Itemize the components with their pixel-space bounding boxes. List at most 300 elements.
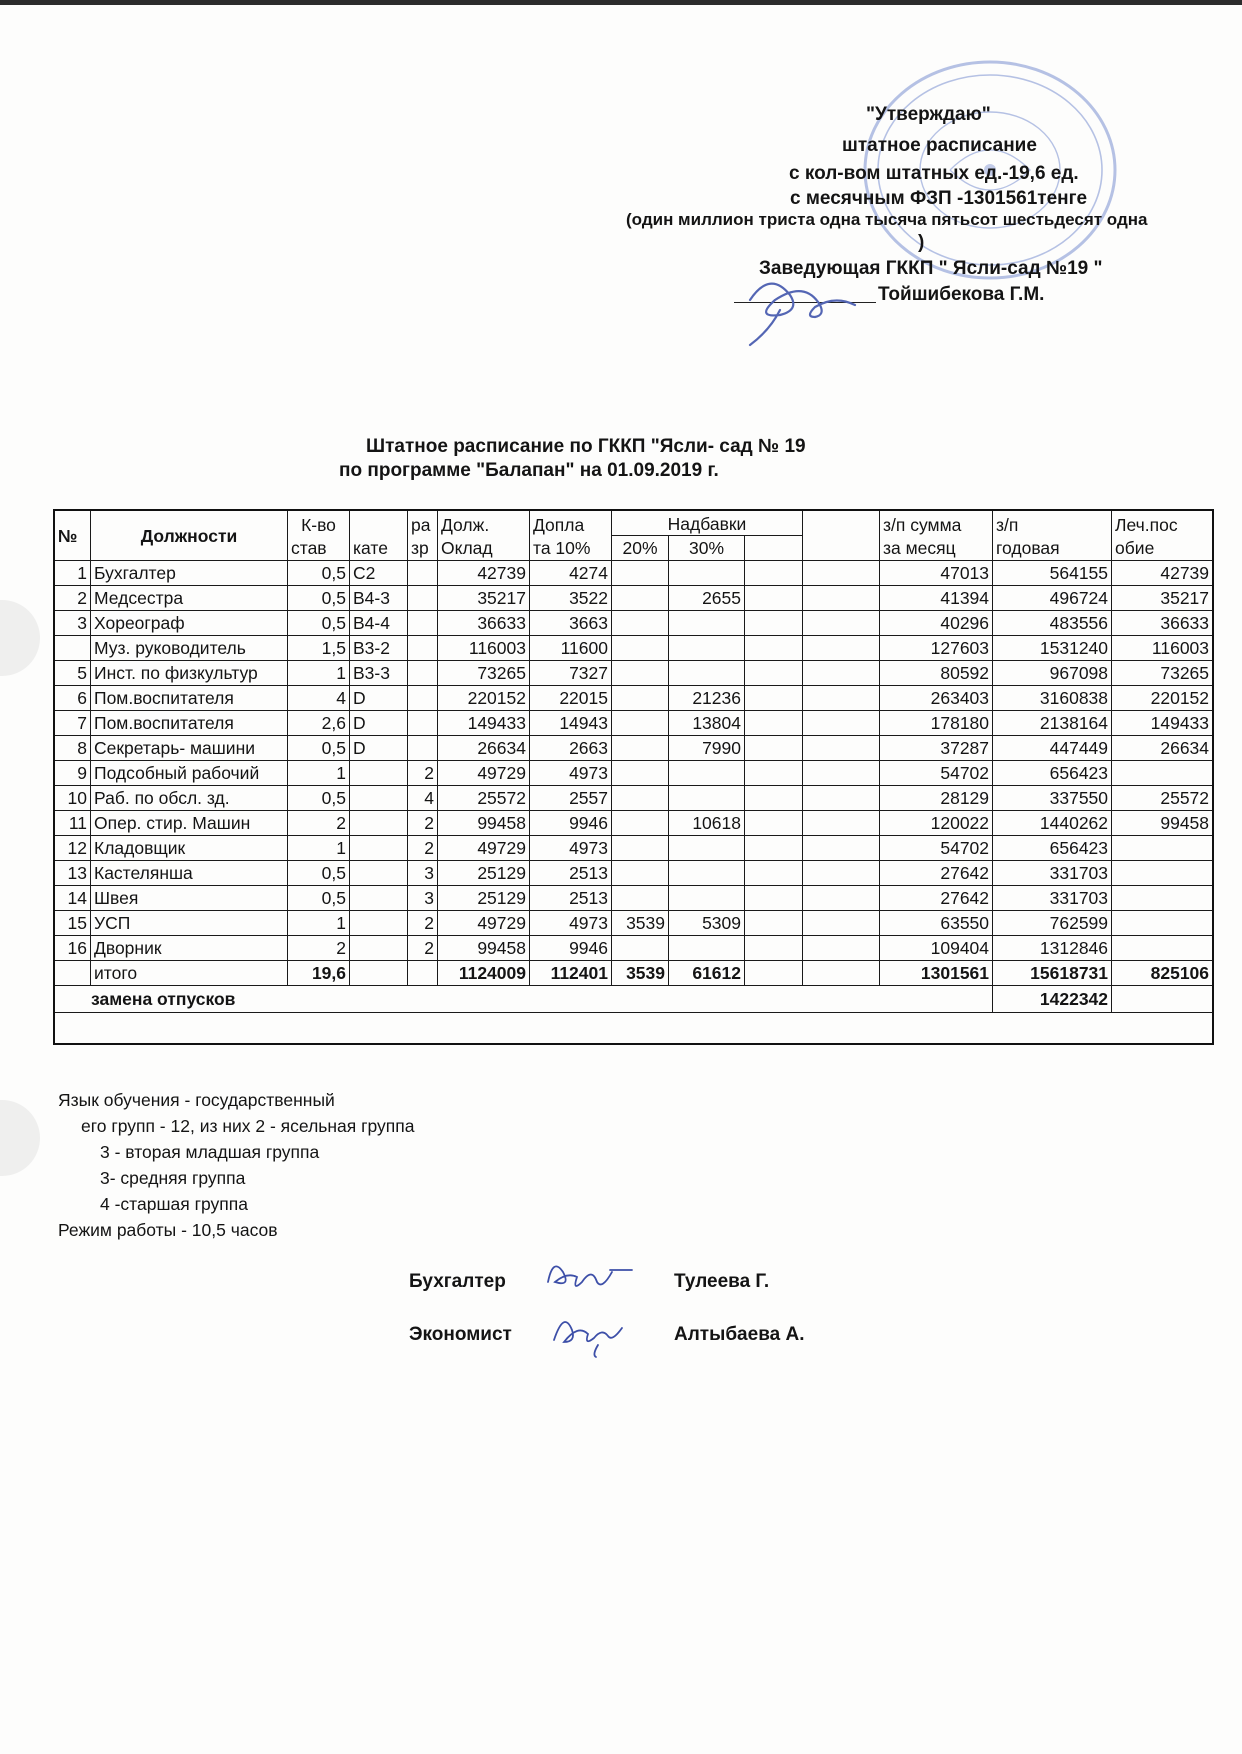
row-grade bbox=[408, 711, 438, 736]
row-bonus-20 bbox=[612, 786, 669, 811]
row-month: 80592 bbox=[880, 661, 993, 686]
row-year: 967098 bbox=[993, 661, 1112, 686]
row-med: 149433 bbox=[1112, 711, 1213, 736]
row-extra: 14943 bbox=[530, 711, 612, 736]
document-subtitle: по программе "Балапан" на 01.09.2019 г. bbox=[339, 460, 719, 481]
row-grade: 3 bbox=[408, 861, 438, 886]
row-med: 25572 bbox=[1112, 786, 1213, 811]
table-row bbox=[55, 711, 1213, 736]
row-no: 16 bbox=[55, 936, 91, 961]
table-row bbox=[55, 911, 1213, 936]
header-rate-sub: став bbox=[288, 536, 350, 561]
header-year-sub: годовая bbox=[993, 536, 1112, 561]
row-grade: 3 bbox=[408, 886, 438, 911]
row-month: 41394 bbox=[880, 586, 993, 611]
header-position: Должности bbox=[91, 511, 288, 561]
table-row bbox=[55, 836, 1213, 861]
accountant-name: Тулеева Г. bbox=[674, 1271, 770, 1292]
total-grade bbox=[408, 961, 438, 986]
row-position: Дворник bbox=[91, 936, 288, 961]
row-salary: 26634 bbox=[438, 736, 530, 761]
row-no: 11 bbox=[55, 811, 91, 836]
row-rate: 0,5 bbox=[288, 886, 350, 911]
header-year: з/п bbox=[993, 511, 1112, 536]
row-empty bbox=[803, 911, 880, 936]
row-bonus-20 bbox=[612, 736, 669, 761]
vacation-empty bbox=[1112, 986, 1213, 1013]
row-grade bbox=[408, 561, 438, 586]
header-extra-sub: та 10% bbox=[530, 536, 612, 561]
row-salary: 220152 bbox=[438, 686, 530, 711]
row-empty bbox=[745, 711, 803, 736]
row-empty bbox=[803, 736, 880, 761]
row-bonus-30 bbox=[669, 936, 745, 961]
row-month: 63550 bbox=[880, 911, 993, 936]
row-bonus-20 bbox=[612, 586, 669, 611]
row-med bbox=[1112, 761, 1213, 786]
row-category bbox=[350, 911, 408, 936]
row-empty bbox=[745, 561, 803, 586]
row-salary: 73265 bbox=[438, 661, 530, 686]
row-empty bbox=[745, 761, 803, 786]
row-category: В4-3 bbox=[350, 586, 408, 611]
row-bonus-30 bbox=[669, 886, 745, 911]
total-no bbox=[55, 961, 91, 986]
row-empty bbox=[803, 786, 880, 811]
table-header-row bbox=[55, 511, 1213, 536]
row-category bbox=[350, 836, 408, 861]
row-med: 26634 bbox=[1112, 736, 1213, 761]
economist-name: Алтыбаева А. bbox=[674, 1324, 805, 1345]
row-year: 2138164 bbox=[993, 711, 1112, 736]
row-month: 27642 bbox=[880, 886, 993, 911]
table-row bbox=[55, 586, 1213, 611]
table-row bbox=[55, 561, 1213, 586]
row-empty bbox=[745, 661, 803, 686]
header-rate: К-во bbox=[288, 511, 350, 536]
row-year: 762599 bbox=[993, 911, 1112, 936]
row-salary: 49729 bbox=[438, 761, 530, 786]
header-empty-sub bbox=[803, 536, 880, 561]
row-month: 47013 bbox=[880, 561, 993, 586]
row-grade bbox=[408, 636, 438, 661]
row-grade: 2 bbox=[408, 761, 438, 786]
vacation-label: замена отпусков bbox=[55, 986, 993, 1013]
row-bonus-30: 10618 bbox=[669, 811, 745, 836]
row-grade bbox=[408, 686, 438, 711]
row-year: 564155 bbox=[993, 561, 1112, 586]
row-bonus-30: 5309 bbox=[669, 911, 745, 936]
approval-heading: "Утверждаю" bbox=[866, 104, 991, 125]
row-bonus-30 bbox=[669, 836, 745, 861]
row-bonus-20 bbox=[612, 836, 669, 861]
header-month: з/п сумма bbox=[880, 511, 993, 536]
row-bonus-30 bbox=[669, 636, 745, 661]
row-rate: 1 bbox=[288, 911, 350, 936]
row-bonus-30: 2655 bbox=[669, 586, 745, 611]
row-med: 99458 bbox=[1112, 811, 1213, 836]
row-rate: 1,5 bbox=[288, 636, 350, 661]
row-empty bbox=[803, 761, 880, 786]
accountant-signature bbox=[540, 1252, 640, 1302]
row-empty bbox=[803, 561, 880, 586]
row-grade: 2 bbox=[408, 836, 438, 861]
row-extra: 2663 bbox=[530, 736, 612, 761]
row-extra: 22015 bbox=[530, 686, 612, 711]
accountant-role: Бухгалтер bbox=[409, 1271, 506, 1292]
row-grade: 2 bbox=[408, 936, 438, 961]
row-bonus-20 bbox=[612, 886, 669, 911]
row-bonus-30 bbox=[669, 661, 745, 686]
row-empty bbox=[745, 686, 803, 711]
row-year: 337550 bbox=[993, 786, 1112, 811]
total-label: итого bbox=[91, 961, 288, 986]
row-bonus-30 bbox=[669, 786, 745, 811]
row-category bbox=[350, 761, 408, 786]
note-group-line: 3- средняя группа bbox=[100, 1168, 246, 1188]
row-bonus-30 bbox=[669, 761, 745, 786]
row-bonus-30 bbox=[669, 561, 745, 586]
row-year: 331703 bbox=[993, 886, 1112, 911]
row-year: 1531240 bbox=[993, 636, 1112, 661]
table-row bbox=[55, 636, 1213, 661]
document-title: Штатное расписание по ГККП "Ясли- сад № 19 bbox=[366, 436, 806, 457]
table-row bbox=[55, 811, 1213, 836]
row-empty bbox=[745, 611, 803, 636]
row-empty bbox=[745, 936, 803, 961]
row-grade: 2 bbox=[408, 811, 438, 836]
row-no: 8 bbox=[55, 736, 91, 761]
row-year: 3160838 bbox=[993, 686, 1112, 711]
row-position: Подсобный рабочий bbox=[91, 761, 288, 786]
row-category: С2 bbox=[350, 561, 408, 586]
row-rate: 0,5 bbox=[288, 736, 350, 761]
row-bonus-20 bbox=[612, 811, 669, 836]
row-grade bbox=[408, 586, 438, 611]
header-bonus-30: 30% bbox=[669, 536, 745, 561]
row-category bbox=[350, 936, 408, 961]
row-no: 5 bbox=[55, 661, 91, 686]
table-row bbox=[55, 886, 1213, 911]
approval-line: с кол-вом штатных ед.-19,6 ед. bbox=[789, 163, 1079, 184]
row-position: Хореограф bbox=[91, 611, 288, 636]
row-position: Инст. по физкультур bbox=[91, 661, 288, 686]
row-grade bbox=[408, 661, 438, 686]
row-empty bbox=[803, 686, 880, 711]
row-empty bbox=[803, 936, 880, 961]
row-category: В3-2 bbox=[350, 636, 408, 661]
row-category bbox=[350, 886, 408, 911]
total-rate: 19,6 bbox=[288, 961, 350, 986]
vacation-year: 1422342 bbox=[993, 986, 1112, 1013]
total-row bbox=[55, 961, 1213, 986]
total-b30: 61612 bbox=[669, 961, 745, 986]
row-bonus-20 bbox=[612, 711, 669, 736]
row-position: Кастелянша bbox=[91, 861, 288, 886]
total-med: 825106 bbox=[1112, 961, 1213, 986]
row-med bbox=[1112, 886, 1213, 911]
row-rate: 0,5 bbox=[288, 561, 350, 586]
row-extra: 2513 bbox=[530, 861, 612, 886]
approval-line: с месячным ФЗП -1301561тенге bbox=[790, 188, 1088, 209]
header-extra: Допла bbox=[530, 511, 612, 536]
approval-line: штатное расписание bbox=[842, 135, 1037, 156]
row-empty bbox=[745, 836, 803, 861]
row-extra: 4274 bbox=[530, 561, 612, 586]
header-empty bbox=[803, 511, 880, 536]
row-empty bbox=[803, 711, 880, 736]
total-month: 1301561 bbox=[880, 961, 993, 986]
header-grade: ра bbox=[408, 511, 438, 536]
row-year: 1440262 bbox=[993, 811, 1112, 836]
total-year: 15618731 bbox=[993, 961, 1112, 986]
row-position: Кладовщик bbox=[91, 836, 288, 861]
header-no: № bbox=[55, 511, 91, 561]
row-year: 331703 bbox=[993, 861, 1112, 886]
total-extra: 112401 bbox=[530, 961, 612, 986]
row-bonus-20 bbox=[612, 686, 669, 711]
header-bonus-20: 20% bbox=[612, 536, 669, 561]
row-no: 12 bbox=[55, 836, 91, 861]
row-grade: 4 bbox=[408, 786, 438, 811]
header-salary: Долж. bbox=[438, 511, 530, 536]
row-position: Медсестра bbox=[91, 586, 288, 611]
row-extra: 4973 bbox=[530, 836, 612, 861]
table-row bbox=[55, 611, 1213, 636]
table-row bbox=[55, 761, 1213, 786]
total-b20: 3539 bbox=[612, 961, 669, 986]
approval-line: ) bbox=[918, 232, 925, 253]
row-year: 656423 bbox=[993, 761, 1112, 786]
row-salary: 25572 bbox=[438, 786, 530, 811]
total-empty bbox=[745, 961, 803, 986]
table-row bbox=[55, 661, 1213, 686]
row-no: 1 bbox=[55, 561, 91, 586]
total-empty bbox=[803, 961, 880, 986]
row-category bbox=[350, 786, 408, 811]
row-rate: 0,5 bbox=[288, 611, 350, 636]
row-bonus-30: 21236 bbox=[669, 686, 745, 711]
row-empty bbox=[745, 736, 803, 761]
row-position: Муз. руководитель bbox=[91, 636, 288, 661]
row-med bbox=[1112, 936, 1213, 961]
row-empty bbox=[745, 886, 803, 911]
note-work-hours: Режим работы - 10,5 часов bbox=[58, 1220, 278, 1240]
row-rate: 1 bbox=[288, 661, 350, 686]
row-empty bbox=[803, 886, 880, 911]
header-bonus-empty bbox=[745, 536, 803, 561]
row-med: 116003 bbox=[1112, 636, 1213, 661]
header-med-sub: обие bbox=[1112, 536, 1213, 561]
note-groups: его групп - 12, из них 2 - ясельная группа bbox=[81, 1116, 415, 1136]
row-position: Бухгалтер bbox=[91, 561, 288, 586]
row-rate: 2 bbox=[288, 811, 350, 836]
row-month: 37287 bbox=[880, 736, 993, 761]
row-category: В4-4 bbox=[350, 611, 408, 636]
punch-hole bbox=[0, 600, 40, 676]
row-grade bbox=[408, 611, 438, 636]
row-month: 40296 bbox=[880, 611, 993, 636]
row-empty bbox=[745, 911, 803, 936]
row-extra: 4973 bbox=[530, 761, 612, 786]
row-position: Опер. стир. Машин bbox=[91, 811, 288, 836]
row-empty bbox=[803, 586, 880, 611]
row-no: 15 bbox=[55, 911, 91, 936]
row-empty bbox=[803, 636, 880, 661]
row-no: 2 bbox=[55, 586, 91, 611]
row-salary: 116003 bbox=[438, 636, 530, 661]
row-bonus-20: 3539 bbox=[612, 911, 669, 936]
row-bonus-30: 7990 bbox=[669, 736, 745, 761]
row-rate: 0,5 bbox=[288, 586, 350, 611]
row-empty bbox=[803, 611, 880, 636]
header-grade-sub: зр bbox=[408, 536, 438, 561]
row-salary: 35217 bbox=[438, 586, 530, 611]
header-bonuses: Надбавки bbox=[612, 511, 803, 536]
note-language: Язык обучения - государственный bbox=[58, 1090, 335, 1110]
row-extra: 3663 bbox=[530, 611, 612, 636]
row-position: Швея bbox=[91, 886, 288, 911]
row-month: 263403 bbox=[880, 686, 993, 711]
row-no: 7 bbox=[55, 711, 91, 736]
row-med bbox=[1112, 861, 1213, 886]
table-row bbox=[55, 786, 1213, 811]
economist-role: Экономист bbox=[409, 1324, 512, 1345]
row-no: 10 bbox=[55, 786, 91, 811]
row-extra: 3522 bbox=[530, 586, 612, 611]
row-category: D bbox=[350, 736, 408, 761]
header-salary-sub: Оклад bbox=[438, 536, 530, 561]
row-bonus-20 bbox=[612, 561, 669, 586]
vacation-row bbox=[55, 986, 1213, 1013]
row-rate: 0,5 bbox=[288, 786, 350, 811]
row-extra: 9946 bbox=[530, 811, 612, 836]
row-year: 656423 bbox=[993, 836, 1112, 861]
row-category: В3-3 bbox=[350, 661, 408, 686]
row-category bbox=[350, 861, 408, 886]
row-empty bbox=[745, 636, 803, 661]
row-no bbox=[55, 636, 91, 661]
note-group-line: 3 - вторая младшая группа bbox=[100, 1142, 320, 1162]
total-cat bbox=[350, 961, 408, 986]
row-rate: 2,6 bbox=[288, 711, 350, 736]
row-rate: 4 bbox=[288, 686, 350, 711]
row-position: Раб. по обсл. зд. bbox=[91, 786, 288, 811]
row-grade bbox=[408, 736, 438, 761]
row-med: 36633 bbox=[1112, 611, 1213, 636]
header-med: Леч.пос bbox=[1112, 511, 1213, 536]
row-salary: 25129 bbox=[438, 861, 530, 886]
row-bonus-30: 13804 bbox=[669, 711, 745, 736]
row-salary: 149433 bbox=[438, 711, 530, 736]
row-category bbox=[350, 811, 408, 836]
row-rate: 1 bbox=[288, 761, 350, 786]
row-rate: 1 bbox=[288, 836, 350, 861]
row-rate: 2 bbox=[288, 936, 350, 961]
row-empty bbox=[803, 661, 880, 686]
row-month: 54702 bbox=[880, 761, 993, 786]
row-empty bbox=[745, 861, 803, 886]
row-no: 6 bbox=[55, 686, 91, 711]
row-bonus-20 bbox=[612, 611, 669, 636]
row-no: 3 bbox=[55, 611, 91, 636]
row-month: 54702 bbox=[880, 836, 993, 861]
row-bonus-20 bbox=[612, 661, 669, 686]
table-row bbox=[55, 936, 1213, 961]
note-group-line: 4 -старшая группа bbox=[100, 1194, 248, 1214]
row-med: 220152 bbox=[1112, 686, 1213, 711]
row-year: 496724 bbox=[993, 586, 1112, 611]
header-cat-top bbox=[350, 511, 408, 536]
row-month: 28129 bbox=[880, 786, 993, 811]
row-bonus-30 bbox=[669, 611, 745, 636]
row-bonus-20 bbox=[612, 861, 669, 886]
row-extra: 4973 bbox=[530, 911, 612, 936]
row-position: Пом.воспитателя bbox=[91, 686, 288, 711]
row-med: 35217 bbox=[1112, 586, 1213, 611]
row-no: 9 bbox=[55, 761, 91, 786]
row-year: 483556 bbox=[993, 611, 1112, 636]
row-position: Секретарь- машини bbox=[91, 736, 288, 761]
row-salary: 36633 bbox=[438, 611, 530, 636]
row-empty bbox=[803, 811, 880, 836]
row-extra: 2513 bbox=[530, 886, 612, 911]
row-year: 447449 bbox=[993, 736, 1112, 761]
row-bonus-20 bbox=[612, 636, 669, 661]
row-extra: 7327 bbox=[530, 661, 612, 686]
row-position: УСП bbox=[91, 911, 288, 936]
table-row bbox=[55, 736, 1213, 761]
staff-schedule-table bbox=[54, 510, 1213, 1013]
row-extra: 9946 bbox=[530, 936, 612, 961]
row-month: 127603 bbox=[880, 636, 993, 661]
header-month-sub: за месяц bbox=[880, 536, 993, 561]
row-med: 73265 bbox=[1112, 661, 1213, 686]
row-extra: 2557 bbox=[530, 786, 612, 811]
total-salary: 1124009 bbox=[438, 961, 530, 986]
table-row bbox=[55, 686, 1213, 711]
row-category: D bbox=[350, 686, 408, 711]
row-year: 1312846 bbox=[993, 936, 1112, 961]
row-month: 109404 bbox=[880, 936, 993, 961]
row-month: 120022 bbox=[880, 811, 993, 836]
approval-amount-words: (один миллион триста одна тысяча пятьсот шестьдесят одна bbox=[626, 210, 1148, 229]
scan-top-edge bbox=[0, 0, 1242, 5]
row-bonus-20 bbox=[612, 761, 669, 786]
row-salary: 49729 bbox=[438, 836, 530, 861]
row-grade: 2 bbox=[408, 911, 438, 936]
economist-signature bbox=[548, 1305, 638, 1360]
row-salary: 99458 bbox=[438, 811, 530, 836]
row-salary: 99458 bbox=[438, 936, 530, 961]
row-bonus-30 bbox=[669, 861, 745, 886]
row-empty bbox=[803, 861, 880, 886]
row-position: Пом.воспитателя bbox=[91, 711, 288, 736]
row-no: 13 bbox=[55, 861, 91, 886]
table-row bbox=[55, 861, 1213, 886]
row-bonus-20 bbox=[612, 936, 669, 961]
row-salary: 42739 bbox=[438, 561, 530, 586]
row-med bbox=[1112, 911, 1213, 936]
row-empty bbox=[745, 811, 803, 836]
row-category: D bbox=[350, 711, 408, 736]
row-rate: 0,5 bbox=[288, 861, 350, 886]
punch-hole bbox=[0, 1100, 40, 1176]
row-no: 14 bbox=[55, 886, 91, 911]
row-month: 27642 bbox=[880, 861, 993, 886]
row-med: 42739 bbox=[1112, 561, 1213, 586]
director-signature bbox=[740, 260, 870, 350]
